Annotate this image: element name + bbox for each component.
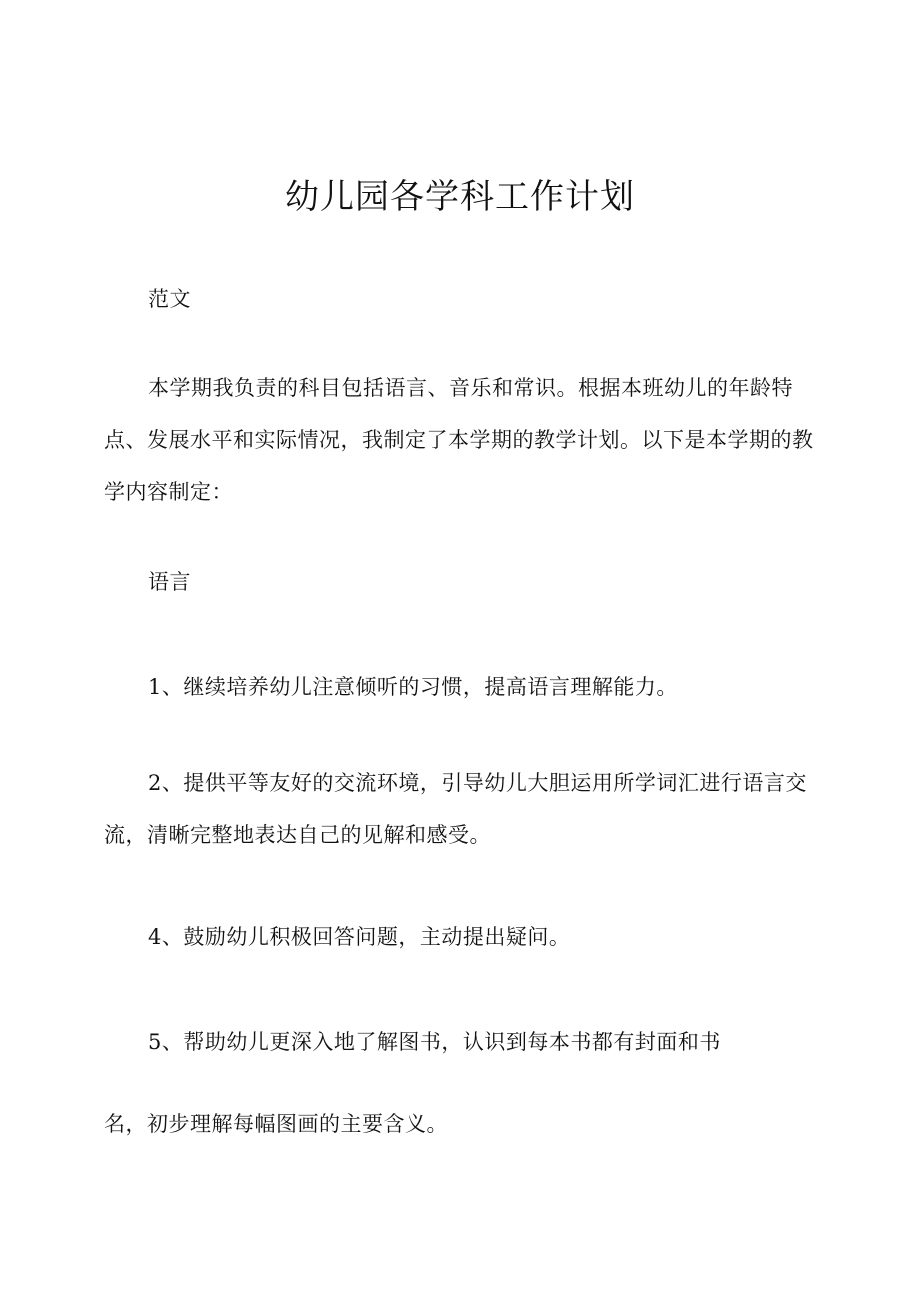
- list-item-1: 1、继续培养幼儿注意倾听的习惯，提高语言理解能力。: [148, 675, 678, 699]
- list-item-5: 5、帮助幼儿更深入地了解图书，认识到每本书都有封面和书: [148, 1030, 721, 1054]
- document-title: 幼儿园各学科工作计划: [285, 177, 635, 217]
- list-item-4: 4、鼓励幼儿积极回答问题，主动提出疑问。: [148, 925, 571, 949]
- intro-paragraph: 本学期我负责的科目包括语言、音乐和常识。根据本班幼儿的年龄特点、发展水平和实际情况，我制定了本学期的教学计划。以下是本学期的教学内容制定：: [104, 376, 814, 504]
- label-paragraph: 范文: [148, 287, 191, 311]
- section-heading: 语言: [148, 570, 191, 594]
- list-item-2: 2、提供平等友好的交流环境，引导幼儿大胆运用所学词汇进行语言交流，清晰完整地表达自己的见解和感受。: [104, 771, 807, 847]
- list-item-5-continuation: 名，初步理解每幅图画的主要含义。: [104, 1112, 448, 1136]
